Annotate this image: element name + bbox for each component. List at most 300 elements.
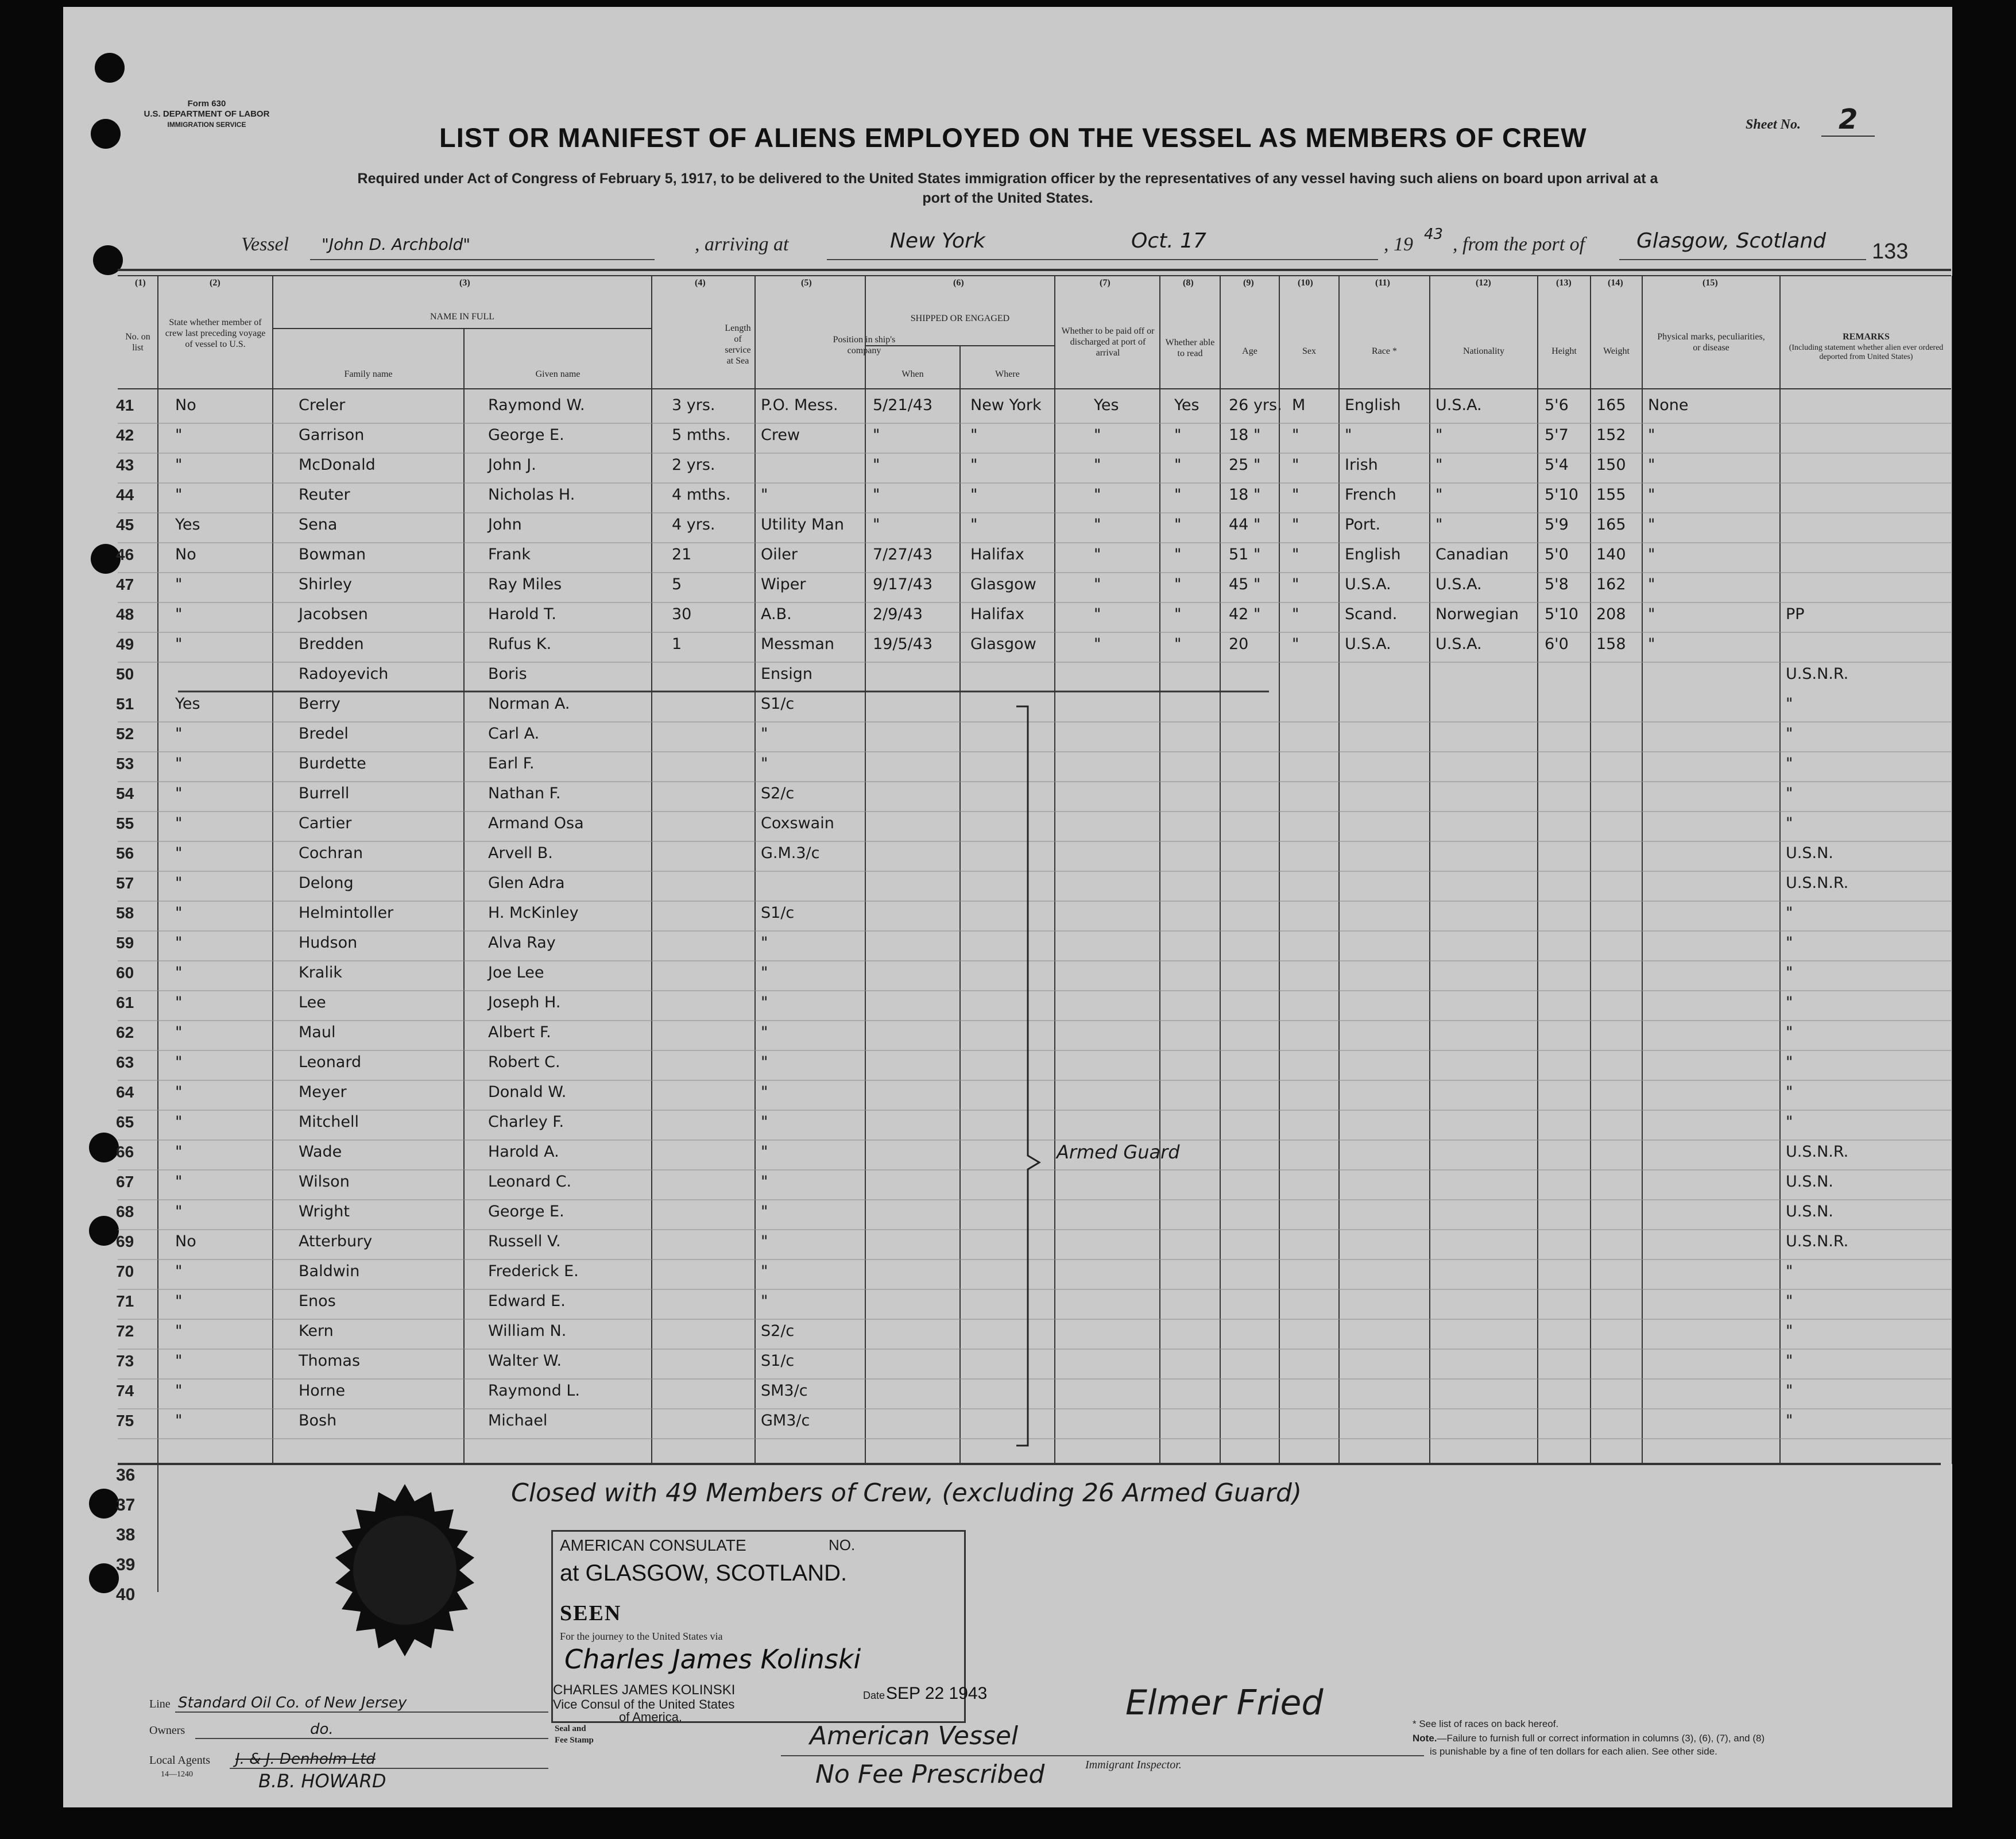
cell-family: Bredel (299, 725, 349, 743)
row-number: 59 (116, 934, 134, 952)
table-row (63, 1139, 1952, 1169)
table-row (63, 1080, 1952, 1110)
cell-family: Creler (299, 396, 346, 414)
armed-guard-note: Armed Guard (1057, 1141, 1180, 1163)
colno-15: (15) (1702, 278, 1718, 288)
cell-nationality: " (1435, 486, 1443, 504)
colno-12: (12) (1476, 278, 1491, 288)
cell-given: Charley F. (488, 1113, 564, 1131)
table-row (63, 1020, 1952, 1050)
cell-service: 4 mths. (672, 486, 731, 504)
cell-position: Crew (761, 426, 800, 444)
table-row (63, 1169, 1952, 1199)
row-number: 66 (116, 1143, 134, 1161)
table-row (63, 871, 1952, 901)
cell-given: William N. (488, 1322, 567, 1340)
header-shipped: SHIPPED OR ENGAGED (910, 314, 1010, 323)
cell-height: 5'7 (1545, 426, 1569, 444)
cell-position: GM3/c (761, 1412, 810, 1430)
cell-race: " (1345, 426, 1352, 444)
cell-read: " (1174, 575, 1182, 593)
cell-weight: 150 (1596, 456, 1626, 474)
cell-sex: " (1292, 546, 1299, 563)
row-number: 71 (116, 1292, 134, 1310)
cell-given: Robert C. (488, 1053, 560, 1071)
header-remarks: REMARKS (1843, 332, 1890, 342)
colno-14: (14) (1608, 278, 1623, 288)
cell-nationality: U.S.A. (1435, 575, 1482, 593)
row-number: 73 (116, 1352, 134, 1370)
cell-physical: " (1648, 605, 1655, 623)
table-row (63, 811, 1952, 841)
owners-label: Owners (149, 1724, 185, 1737)
cell-prev: " (175, 1412, 183, 1430)
sheet-label: Sheet No. (1746, 117, 1801, 132)
cell-nationality: Canadian (1435, 546, 1509, 563)
cell-remarks: U.S.N. (1786, 1173, 1833, 1191)
cell-position: S1/c (761, 695, 795, 713)
cell-remarks: " (1786, 964, 1793, 982)
cell-when: 9/17/43 (873, 575, 933, 593)
table-row (63, 662, 1952, 691)
cell-remarks: " (1786, 1083, 1793, 1101)
header-given-name: Given name (535, 369, 581, 379)
colno-10: (10) (1298, 278, 1313, 288)
vessel-label: Vessel (241, 234, 289, 255)
cell-given: Russell V. (488, 1233, 561, 1250)
cell-age: 44 " (1229, 516, 1261, 534)
row-number: 45 (116, 516, 134, 534)
cell-race: English (1345, 546, 1401, 563)
row-number: 72 (116, 1322, 134, 1340)
subtitle-line1: Required under Act of Congress of February 5, 1917, to be delivered to the United States immigration officer by the representatives of any vessel having such aliens on board upon arrival at a (357, 171, 1658, 187)
cell-when: " (873, 516, 880, 534)
table-row (63, 512, 1952, 542)
cell-height: 5'0 (1545, 546, 1569, 563)
cell-paid: " (1094, 605, 1101, 623)
cell-position: " (761, 1083, 768, 1101)
cell-where: Halifax (970, 546, 1024, 563)
row-number: 62 (116, 1023, 134, 1041)
cell-position: Utility Man (761, 516, 844, 534)
cell-position: " (761, 755, 768, 772)
cell-weight: 165 (1596, 516, 1626, 534)
cell-position: " (761, 1143, 768, 1161)
stamp-seen: SEEN (560, 1601, 622, 1625)
header-state-whether: State whether member of crew last preceding voyage of vessel to U.S. (165, 318, 266, 349)
cell-weight: 162 (1596, 575, 1626, 593)
arriving-label: , arriving at (695, 234, 789, 255)
cell-given: Nicholas H. (488, 486, 575, 504)
cell-service: 5 mths. (672, 426, 731, 444)
cell-nationality: U.S.A. (1435, 635, 1482, 653)
cell-read: " (1174, 605, 1182, 623)
cell-family: Leonard (299, 1053, 362, 1071)
header-height: Height (1551, 346, 1577, 356)
cell-where: Glasgow (970, 635, 1036, 653)
table-row (63, 1050, 1952, 1080)
cell-position: A.B. (761, 605, 792, 623)
cell-given: Earl F. (488, 755, 535, 772)
table-row (63, 602, 1952, 632)
row-number: 52 (116, 725, 134, 743)
table-row (63, 1378, 1952, 1408)
cell-family: Wade (299, 1143, 342, 1161)
cell-prev: " (175, 725, 183, 743)
subtitle-line2: port of the United States. (922, 190, 1093, 206)
cell-race: French (1345, 486, 1396, 504)
consul-signature: Charles James Kolinski (564, 1644, 861, 1675)
cell-physical: " (1648, 575, 1655, 593)
cell-age: 18 " (1229, 486, 1261, 504)
table-row (63, 1289, 1952, 1319)
cell-family: Mitchell (299, 1113, 359, 1131)
table-row (63, 1199, 1952, 1229)
arrival-year: 43 (1424, 226, 1444, 243)
header-remarks-sub: (Including statement whether alien ever ordered deported from United States) (1789, 343, 1944, 361)
cell-given: Ray Miles (488, 575, 562, 593)
consul-name: CHARLES JAMES KOLINSKI (553, 1682, 736, 1698)
cell-remarks: " (1786, 1262, 1793, 1280)
cell-weight: 152 (1596, 426, 1626, 444)
cell-prev: " (175, 904, 183, 922)
cell-height: 6'0 (1545, 635, 1569, 653)
cell-read: " (1174, 516, 1182, 534)
line-value: Standard Oil Co. of New Jersey (178, 1694, 407, 1711)
cell-family: Radoyevich (299, 665, 389, 683)
row-number: 68 (116, 1203, 134, 1220)
cell-remarks: U.S.N.R. (1786, 665, 1849, 683)
cell-age: 42 " (1229, 605, 1261, 623)
cell-height: 5'4 (1545, 456, 1569, 474)
cell-given: Harold T. (488, 605, 556, 623)
cell-remarks: U.S.N. (1786, 844, 1833, 862)
cell-prev: " (175, 1083, 183, 1101)
row-number: 65 (116, 1113, 134, 1131)
cell-family: McDonald (299, 456, 376, 474)
cell-position: Wiper (761, 575, 806, 593)
cell-prev: " (175, 575, 183, 593)
row-number: 60 (116, 964, 134, 982)
table-row (63, 990, 1952, 1020)
cell-physical: " (1648, 516, 1655, 534)
cell-prev: No (175, 546, 196, 563)
agents-label: Local Agents (149, 1754, 211, 1767)
row-number: 43 (116, 456, 134, 474)
cell-read: Yes (1174, 396, 1199, 414)
line-label: Line (149, 1698, 171, 1710)
cell-height: 5'6 (1545, 396, 1569, 414)
cell-family: Cartier (299, 814, 352, 832)
empty-row-number: 40 (116, 1585, 136, 1604)
cell-physical: " (1648, 546, 1655, 563)
sheet-value: 2 (1821, 103, 1875, 137)
colno-5: (5) (801, 278, 812, 288)
cell-prev: " (175, 1322, 183, 1340)
colno-9: (9) (1243, 278, 1254, 288)
cell-remarks: " (1786, 695, 1793, 713)
cell-given: George E. (488, 426, 564, 444)
from-label: , from the port of (1453, 234, 1585, 255)
cell-position: S2/c (761, 785, 795, 802)
cell-family: Helmintoller (299, 904, 394, 922)
stamp-date-label: Date (863, 1690, 885, 1701)
row-number: 46 (116, 546, 134, 563)
note-label: Note. (1413, 1733, 1437, 1744)
cell-weight: 155 (1596, 486, 1626, 504)
header-able-read: Whether able to read (1165, 338, 1215, 358)
cell-prev: " (175, 426, 183, 444)
cell-prev: " (175, 1352, 183, 1370)
stamp-journey: For the journey to the United States via (560, 1631, 723, 1642)
cell-family: Enos (299, 1292, 336, 1310)
cell-family: Wright (299, 1203, 350, 1220)
colno-4: (4) (695, 278, 706, 288)
cell-given: Frederick E. (488, 1262, 579, 1280)
arriving-port: New York (890, 229, 985, 253)
cell-sex: " (1292, 575, 1299, 593)
table-row (63, 632, 1952, 662)
colno-11: (11) (1375, 278, 1390, 288)
cell-nationality: " (1435, 516, 1443, 534)
cell-remarks: " (1786, 994, 1793, 1011)
cell-family: Jacobsen (299, 605, 368, 623)
cell-weight: 165 (1596, 396, 1626, 414)
cell-when: 7/27/43 (873, 546, 933, 563)
from-port: Glasgow, Scotland (1636, 229, 1827, 253)
cell-given: H. McKinley (488, 904, 579, 922)
row-number: 63 (116, 1053, 134, 1071)
cell-position: " (761, 1203, 768, 1220)
cell-remarks: " (1786, 725, 1793, 743)
print-code: 14—1240 (161, 1770, 193, 1779)
cell-given: Michael (488, 1412, 548, 1430)
fine-note-2: is punishable by a fine of ten dollars for each alien. See other side. (1430, 1746, 1717, 1757)
cell-family: Kern (299, 1322, 334, 1340)
cell-nationality: " (1435, 456, 1443, 474)
cell-prev: " (175, 605, 183, 623)
cell-position: " (761, 964, 768, 982)
header-family-name: Family name (344, 369, 393, 379)
cell-service: 1 (672, 635, 682, 653)
cell-when: " (873, 456, 880, 474)
colno-13: (13) (1556, 278, 1572, 288)
cell-when: " (873, 486, 880, 504)
cell-service: 21 (672, 546, 692, 563)
cell-nationality: U.S.A. (1435, 396, 1482, 414)
cell-service: 3 yrs. (672, 396, 715, 414)
stamp-no-label: NO. (829, 1536, 856, 1554)
cell-prev: " (175, 814, 183, 832)
cell-age: 25 " (1229, 456, 1261, 474)
row-number: 69 (116, 1233, 134, 1250)
cell-remarks: " (1786, 1113, 1793, 1131)
cell-position: " (761, 1113, 768, 1131)
cell-where: New York (970, 396, 1042, 414)
row-number: 47 (116, 575, 134, 593)
colno-3: (3) (459, 278, 470, 288)
cell-remarks: " (1786, 755, 1793, 772)
empty-row-number: 39 (116, 1555, 136, 1574)
cell-family: Garrison (299, 426, 365, 444)
cell-where: " (970, 486, 978, 504)
table-row (63, 1110, 1952, 1139)
row-number: 53 (116, 755, 134, 772)
agents-value: B.B. HOWARD (258, 1770, 386, 1792)
cell-position: " (761, 1262, 768, 1280)
cell-service: 2 yrs. (672, 456, 715, 474)
inspector-signature: Elmer Fried (1125, 1683, 1324, 1723)
closing-note: Closed with 49 Members of Crew, (excluding 26 Armed Guard) (511, 1478, 1302, 1508)
arrival-date: Oct. 17 (1131, 229, 1206, 253)
cell-weight: 140 (1596, 546, 1626, 563)
cell-remarks: " (1786, 1292, 1793, 1310)
service-label: IMMIGRATION SERVICE (167, 121, 246, 129)
cell-prev: Yes (175, 516, 200, 534)
table-row (63, 930, 1952, 960)
cell-when: 19/5/43 (873, 635, 933, 653)
cell-given: Armand Osa (488, 814, 584, 832)
cell-remarks: " (1786, 1053, 1793, 1071)
row-number: 41 (116, 396, 134, 414)
cell-prev: " (175, 785, 183, 802)
seal-label: Seal and (555, 1724, 586, 1733)
cell-height: 5'9 (1545, 516, 1569, 534)
header-position: Position in ship's company (833, 335, 896, 356)
table-row (63, 1349, 1952, 1378)
consul-title-2: of America. (619, 1710, 683, 1724)
owners-underline (195, 1738, 548, 1739)
cell-given: Frank (488, 546, 531, 563)
table-row (63, 423, 1952, 453)
row-number: 50 (116, 665, 134, 683)
cell-remarks: " (1786, 814, 1793, 832)
table-row (63, 482, 1952, 512)
cell-physical: " (1648, 486, 1655, 504)
year-prefix: , 19 (1384, 234, 1413, 255)
table-row (63, 901, 1952, 930)
header-nationality: Nationality (1463, 346, 1504, 356)
cell-prev: No (175, 1233, 196, 1250)
cell-family: Atterbury (299, 1233, 373, 1250)
row-number: 57 (116, 874, 134, 892)
note-text: —Failure to furnish full or correct information in columns (3), (6), (7), and (8) (1437, 1733, 1765, 1744)
consul-title: Vice Consul of the United States (553, 1697, 735, 1711)
row-number: 49 (116, 635, 134, 653)
cell-remarks: U.S.N.R. (1786, 874, 1849, 892)
cell-prev: " (175, 1292, 183, 1310)
cell-family: Burdette (299, 755, 366, 772)
table-row (63, 393, 1952, 423)
cell-when: 2/9/43 (873, 605, 923, 623)
cell-paid: " (1094, 546, 1101, 563)
cell-family: Wilson (299, 1173, 350, 1191)
cell-prev: Yes (175, 695, 200, 713)
cell-family: Meyer (299, 1083, 347, 1101)
cell-given: Boris (488, 665, 527, 683)
cell-age: 20 (1229, 635, 1249, 653)
cell-race: U.S.A. (1345, 575, 1391, 593)
table-row (63, 453, 1952, 482)
cell-family: Cochran (299, 844, 363, 862)
cell-paid: " (1094, 516, 1101, 534)
row-number: 70 (116, 1262, 134, 1280)
cell-prev: " (175, 844, 183, 862)
cell-position: " (761, 1053, 768, 1071)
table-row (63, 721, 1952, 751)
cell-given: Walter W. (488, 1352, 562, 1370)
cell-physical: None (1648, 396, 1689, 414)
header-when: When (901, 369, 924, 379)
cell-remarks: U.S.N.R. (1786, 1233, 1849, 1250)
row-number: 58 (116, 904, 134, 922)
cell-prev: " (175, 1023, 183, 1041)
cell-race: Port. (1345, 516, 1381, 534)
table-row (63, 751, 1952, 781)
cell-read: " (1174, 486, 1182, 504)
cell-prev: " (175, 1382, 183, 1400)
cell-service: 30 (672, 605, 692, 623)
department-label: U.S. DEPARTMENT OF LABOR (144, 109, 270, 119)
cell-given: Glen Adra (488, 874, 565, 892)
table-row (63, 542, 1952, 572)
cell-position: S1/c (761, 904, 795, 922)
cell-given: Raymond W. (488, 396, 585, 414)
colno-7: (7) (1100, 278, 1110, 288)
stamp-glasgow: at GLASGOW, SCOTLAND. (560, 1560, 848, 1586)
cell-prev: " (175, 1262, 183, 1280)
header-where: Where (995, 369, 1020, 379)
cell-position: Ensign (761, 665, 812, 683)
table-row (63, 1229, 1952, 1259)
cell-position: Messman (761, 635, 834, 653)
cell-physical: " (1648, 456, 1655, 474)
cell-given: Alva Ray (488, 934, 556, 952)
row-number: 54 (116, 785, 134, 802)
cell-paid: " (1094, 575, 1101, 593)
cell-family: Maul (299, 1023, 336, 1041)
cell-weight: 158 (1596, 635, 1626, 653)
table-row (63, 691, 1952, 721)
cell-weight: 208 (1596, 605, 1626, 623)
row-number: 48 (116, 605, 134, 623)
cell-prev: " (175, 934, 183, 952)
colno-6: (6) (953, 278, 964, 288)
cell-family: Sena (299, 516, 338, 534)
column-numbers (63, 278, 1952, 295)
page-number: 133 (1872, 239, 1909, 264)
cell-given: Leonard C. (488, 1173, 572, 1191)
table-row (63, 960, 1952, 990)
cell-prev: " (175, 874, 183, 892)
fine-note (1413, 1733, 1765, 1744)
cell-prev: " (175, 1173, 183, 1191)
cell-family: Berry (299, 695, 340, 713)
cell-height: 5'8 (1545, 575, 1569, 593)
cell-prev: " (175, 964, 183, 982)
cell-sex: " (1292, 605, 1299, 623)
cell-position: S1/c (761, 1352, 795, 1370)
cell-paid: " (1094, 635, 1101, 653)
cell-family: Horne (299, 1382, 346, 1400)
table-row (63, 1259, 1952, 1289)
cell-prev: " (175, 994, 183, 1011)
header-sex: Sex (1302, 346, 1316, 356)
cell-race: Irish (1345, 456, 1378, 474)
stamp-consulate: AMERICAN CONSULATE (560, 1536, 746, 1554)
cell-service: 5 (672, 575, 682, 593)
cell-position: P.O. Mess. (761, 396, 838, 414)
